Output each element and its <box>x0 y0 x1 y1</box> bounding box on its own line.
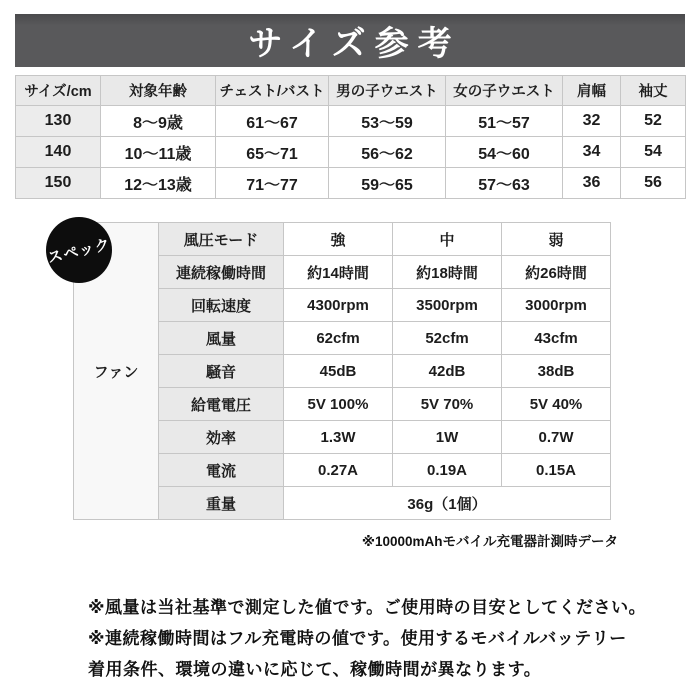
size-reference-title: サイズ参考 <box>248 25 461 63</box>
spec-label-cell: 効率 <box>159 421 284 454</box>
size-reference-banner <box>15 14 685 67</box>
size-table-row <box>16 137 686 168</box>
spec-label-cell: 風圧モード <box>159 223 284 256</box>
size-table-row <box>16 106 686 137</box>
spec-value-cell: 0.19A <box>393 454 502 487</box>
disclaimer-notes <box>88 592 648 685</box>
spec-value-cell: 43cfm <box>502 322 611 355</box>
size-col-header: チェスト/バスト <box>216 76 329 106</box>
spec-value-cell: 62cfm <box>284 322 393 355</box>
size-cell: 34 <box>563 137 621 168</box>
spec-value-cell: 強 <box>284 223 393 256</box>
spec-label-cell: 給電電圧 <box>159 388 284 421</box>
size-col-header: 対象年齢 <box>101 76 216 106</box>
size-cell: 140 <box>16 137 101 168</box>
spec-value-cell: 42dB <box>393 355 502 388</box>
spec-row <box>74 223 611 256</box>
size-cell: 53〜59 <box>329 106 446 137</box>
size-cell: 8〜9歳 <box>101 106 216 137</box>
spec-value-cell: 0.7W <box>502 421 611 454</box>
spec-value-cell: 45dB <box>284 355 393 388</box>
spec-value-cell: 5V 70% <box>393 388 502 421</box>
size-cell: 59〜65 <box>329 168 446 199</box>
spec-value-cell: 5V 40% <box>502 388 611 421</box>
spec-value-cell: 1.3W <box>284 421 393 454</box>
disclaimer-line: 着用条件、環境の違いに応じて、稼働時間が異なります。 <box>88 660 542 679</box>
spec-label-cell: 風量 <box>159 322 284 355</box>
spec-value-cell: 52cfm <box>393 322 502 355</box>
size-cell: 56 <box>621 168 686 199</box>
size-cell: 54 <box>621 137 686 168</box>
size-col-header: 肩幅 <box>563 76 621 106</box>
spec-value-cell: 約14時間 <box>284 256 393 289</box>
size-cell: 32 <box>563 106 621 137</box>
disclaimer-line: ※風量は当社基準で測定した値です。ご使用時の目安としてください。 <box>88 598 647 617</box>
size-cell: 56〜62 <box>329 137 446 168</box>
size-cell: 65〜71 <box>216 137 329 168</box>
spec-value-cell: 0.15A <box>502 454 611 487</box>
size-cell: 10〜11歳 <box>101 137 216 168</box>
size-table-header-row <box>16 76 686 106</box>
spec-value-cell: 3500rpm <box>393 289 502 322</box>
spec-badge-label: スペック <box>46 235 113 267</box>
spec-label-cell: 騒音 <box>159 355 284 388</box>
size-cell: 51〜57 <box>446 106 563 137</box>
spec-value-cell: 1W <box>393 421 502 454</box>
spec-label-cell: 回転速度 <box>159 289 284 322</box>
spec-badge <box>46 217 112 283</box>
spec-value-cell: 0.27A <box>284 454 393 487</box>
spec-footnote: ※10000mAhモバイル充電器計測時データ <box>361 534 618 549</box>
spec-value-cell: 3000rpm <box>502 289 611 322</box>
size-cell: 71〜77 <box>216 168 329 199</box>
spec-value-cell: 約18時間 <box>393 256 502 289</box>
size-col-header: 袖丈 <box>621 76 686 106</box>
size-cell: 61〜67 <box>216 106 329 137</box>
spec-value-cell: 5V 100% <box>284 388 393 421</box>
spec-value-cell: 38dB <box>502 355 611 388</box>
fan-category-cell: ファン <box>74 223 159 520</box>
spec-value-cell: 弱 <box>502 223 611 256</box>
size-table-row <box>16 168 686 199</box>
size-col-header: 男の子ウエスト <box>329 76 446 106</box>
spec-table <box>73 222 611 520</box>
spec-label-cell: 電流 <box>159 454 284 487</box>
size-cell: 36 <box>563 168 621 199</box>
spec-weight-value-cell: 36g（1個） <box>284 487 611 520</box>
spec-value-cell: 中 <box>393 223 502 256</box>
size-cell: 54〜60 <box>446 137 563 168</box>
size-col-header: サイズ/cm <box>16 76 101 106</box>
spec-label-cell: 連続稼働時間 <box>159 256 284 289</box>
size-cell: 12〜13歳 <box>101 168 216 199</box>
size-cell: 130 <box>16 106 101 137</box>
size-col-header: 女の子ウエスト <box>446 76 563 106</box>
size-cell: 52 <box>621 106 686 137</box>
spec-value-cell: 4300rpm <box>284 289 393 322</box>
disclaimer-line: ※連続稼働時間はフル充電時の値です。使用するモバイルバッテリー <box>88 629 627 648</box>
spec-value-cell: 約26時間 <box>502 256 611 289</box>
size-table <box>15 75 686 199</box>
spec-label-cell: 重量 <box>159 487 284 520</box>
size-cell: 150 <box>16 168 101 199</box>
size-cell: 57〜63 <box>446 168 563 199</box>
